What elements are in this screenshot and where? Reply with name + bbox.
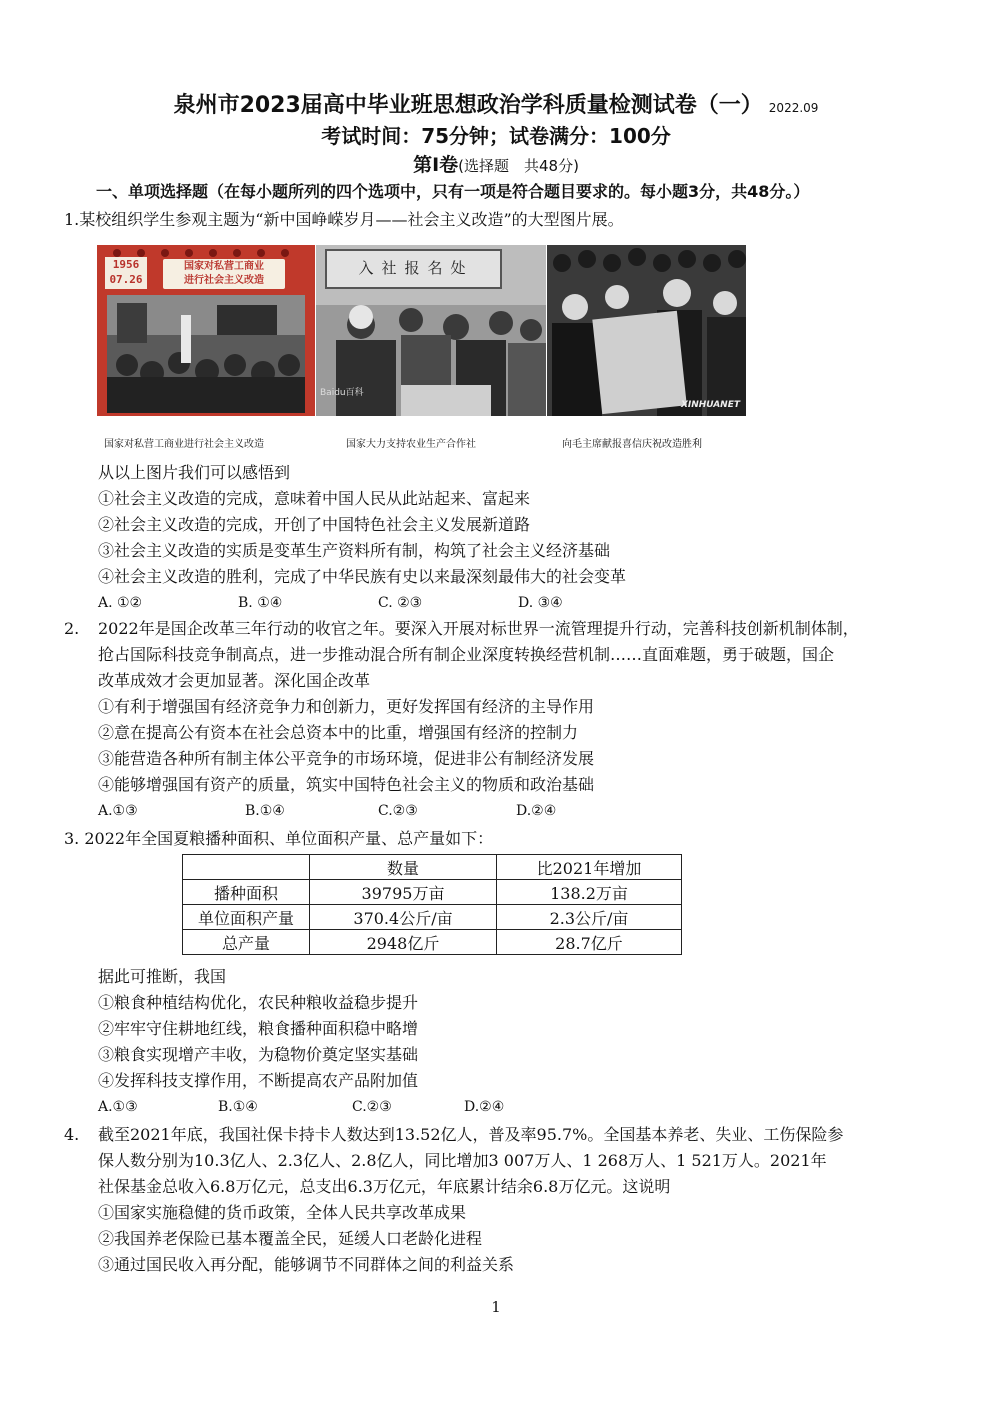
section-note: (选择题 共48分) [458, 157, 579, 175]
q1-photo-1 [97, 245, 315, 416]
q2-statement-3: ③能营造各种所有制主体公平竞争的市场环境，促进非公有制经济发展 [98, 749, 595, 768]
q1-statement-3: ③社会主义改造的实质是变革生产资料所有制，构筑了社会主义经济基础 [98, 541, 611, 560]
date-badge-line2: 07.26 [109, 273, 143, 286]
table-cell: 138.2万亩 [497, 880, 682, 905]
q1-stem: 1.某校组织学生参观主题为“新中国峥嵘岁月——社会主义改造”的大型图片展。 [64, 210, 624, 229]
q1-option-c[interactable]: C. ②③ [378, 595, 423, 611]
q1-caption-2: 国家大力支持农业生产合作社 [346, 439, 476, 450]
banner-line2: 进行社会主义改造 [184, 275, 264, 286]
q2-option-a[interactable]: A.①③ [98, 803, 138, 819]
table-cell: 28.7亿斤 [497, 930, 682, 955]
q1-option-b[interactable]: B. ①④ [238, 595, 283, 611]
q3-stem: 3. 2022年全国夏粮播种面积、单位面积产量、总产量如下： [64, 829, 494, 848]
q3-option-b[interactable]: B.①④ [218, 1099, 258, 1115]
q3-option-a[interactable]: A.①③ [98, 1099, 138, 1115]
q4-statement-1: ①国家实施稳健的货币政策，全体人民共享改革成果 [98, 1203, 467, 1222]
q2-option-b[interactable]: B.①④ [245, 803, 285, 819]
table-row [183, 905, 682, 930]
exam-subtitle: 考试时间：75分钟；试卷满分：100分 [321, 124, 671, 148]
q1-statement-2: ②社会主义改造的完成，开创了中国特色社会主义发展新道路 [98, 515, 531, 534]
q2-number: 2. [64, 619, 80, 638]
q2-stem-line-2: 抢占国际科技竞争制高点，进一步推动混合所有制企业深度转换经营机制……直面难题，勇于破题，国企 [98, 645, 835, 664]
table-row [183, 880, 682, 905]
section-main: 第Ⅰ卷 [413, 154, 459, 176]
q1-photo-3 [547, 245, 746, 416]
q1-option-a[interactable]: A. ①② [98, 595, 143, 611]
photo-2-sign: 入社报名处 [358, 259, 474, 277]
q3-option-c[interactable]: C.②③ [352, 1099, 392, 1115]
date-badge-line1: 1956 [112, 258, 140, 271]
q4-number: 4. [64, 1125, 80, 1144]
section-heading [0, 150, 992, 177]
q1-caption-3: 向毛主席献报喜信庆祝改造胜利 [562, 439, 702, 450]
page-number: 1 [491, 1298, 501, 1316]
q3-statement-4: ④发挥科技支撑作用，不断提高农产品附加值 [98, 1071, 419, 1090]
q4-stem-line-2: 保人数分别为10.3亿人、2.3亿人、2.8亿人，同比增加3 007万人、1 268万人、1 521万人。2021年 [98, 1151, 827, 1170]
instructions: 一、单项选择题（在每小题所列的四个选项中，只有一项是符合题目要求的。每小题3分，共48分。） [96, 182, 810, 201]
q2-stem-line-1: 2022年是国企改革三年行动的收官之年。要深入开展对标世界一流管理提升行动，完善科技创新机制体制， [98, 619, 859, 638]
table-cell: 2.3公斤/亩 [497, 905, 682, 930]
q4-statement-2: ②我国养老保险已基本覆盖全民，延缓人口老龄化进程 [98, 1229, 483, 1248]
table-cell: 总产量 [183, 930, 310, 955]
q3-statement-2: ②牢牢守住耕地红线，粮食播种面积稳中略增 [98, 1019, 419, 1038]
photo-1-banner [163, 260, 285, 288]
q3-statement-1: ①粮食种植结构优化，农民种粮收益稳步提升 [98, 993, 419, 1012]
photo-3-scene [547, 245, 746, 416]
photo-1-date-badge [105, 257, 147, 287]
table-header-cell: 数量 [310, 855, 497, 880]
q4-stem-line-1: 截至2021年底，我国社保卡持卡人数达到13.52亿人，普及率95.7%。全国基本养老、失业、工伤保险参 [98, 1125, 844, 1144]
table-cell: 370.4公斤/亩 [310, 905, 497, 930]
table-cell: 2948亿斤 [310, 930, 497, 955]
q2-statement-4: ④能够增强国有资产的质量，筑实中国特色社会主义的物质和政治基础 [98, 775, 595, 794]
exam-title [0, 88, 992, 119]
exam-date: 2022.09 [768, 101, 819, 115]
table-cell: 播种面积 [183, 880, 310, 905]
table-header-cell [183, 855, 310, 880]
q3-table [182, 854, 682, 955]
q2-statement-2: ②意在提高公有资本在社会总资本中的比重，增强国有经济的控制力 [98, 723, 579, 742]
table-cell: 单位面积产量 [183, 905, 310, 930]
q3-statement-3: ③粮食实现增产丰收，为稳物价奠定坚实基础 [98, 1045, 419, 1064]
q2-option-d[interactable]: D.②④ [516, 803, 557, 819]
table-header-row [183, 855, 682, 880]
q2-stem-line-3: 改革成效才会更加显著。深化国企改革 [98, 671, 371, 690]
q3-option-d[interactable]: D.②④ [464, 1099, 505, 1115]
q1-caption-1: 国家对私营工商业进行社会主义改造 [104, 439, 264, 450]
table-header-cell: 比2021年增加 [497, 855, 682, 880]
q3-lead: 据此可推断，我国 [98, 967, 227, 986]
q1-option-d[interactable]: D. ③④ [518, 595, 563, 611]
q1-statement-1: ①社会主义改造的完成，意味着中国人民从此站起来、富起来 [98, 489, 531, 508]
table-row [183, 930, 682, 955]
q1-photo-2 [316, 245, 546, 416]
q2-option-c[interactable]: C.②③ [378, 803, 418, 819]
q4-statement-3: ③通过国民收入再分配，能够调节不同群体之间的利益关系 [98, 1255, 515, 1274]
photo-2-watermark: Baidu百科 [320, 388, 364, 398]
q4-stem-line-3: 社保基金总收入6.8万亿元，总支出6.3万亿元，年底累计结余6.8万亿元。这说明 [98, 1177, 671, 1196]
table-cell: 39795万亩 [310, 880, 497, 905]
photo-3-watermark: XINHUANET [680, 400, 740, 410]
q2-statement-1: ①有利于增强国有经济竞争力和创新力，更好发挥国有经济的主导作用 [98, 697, 595, 716]
title-text: 泉州市2023届高中毕业班思想政治学科质量检测试卷（一） [173, 93, 763, 118]
q1-statement-4: ④社会主义改造的胜利，完成了中华民族有史以来最深刻最伟大的社会变革 [98, 567, 627, 586]
q1-lead: 从以上图片我们可以感悟到 [98, 463, 291, 482]
banner-line1: 国家对私营工商业 [184, 261, 264, 272]
